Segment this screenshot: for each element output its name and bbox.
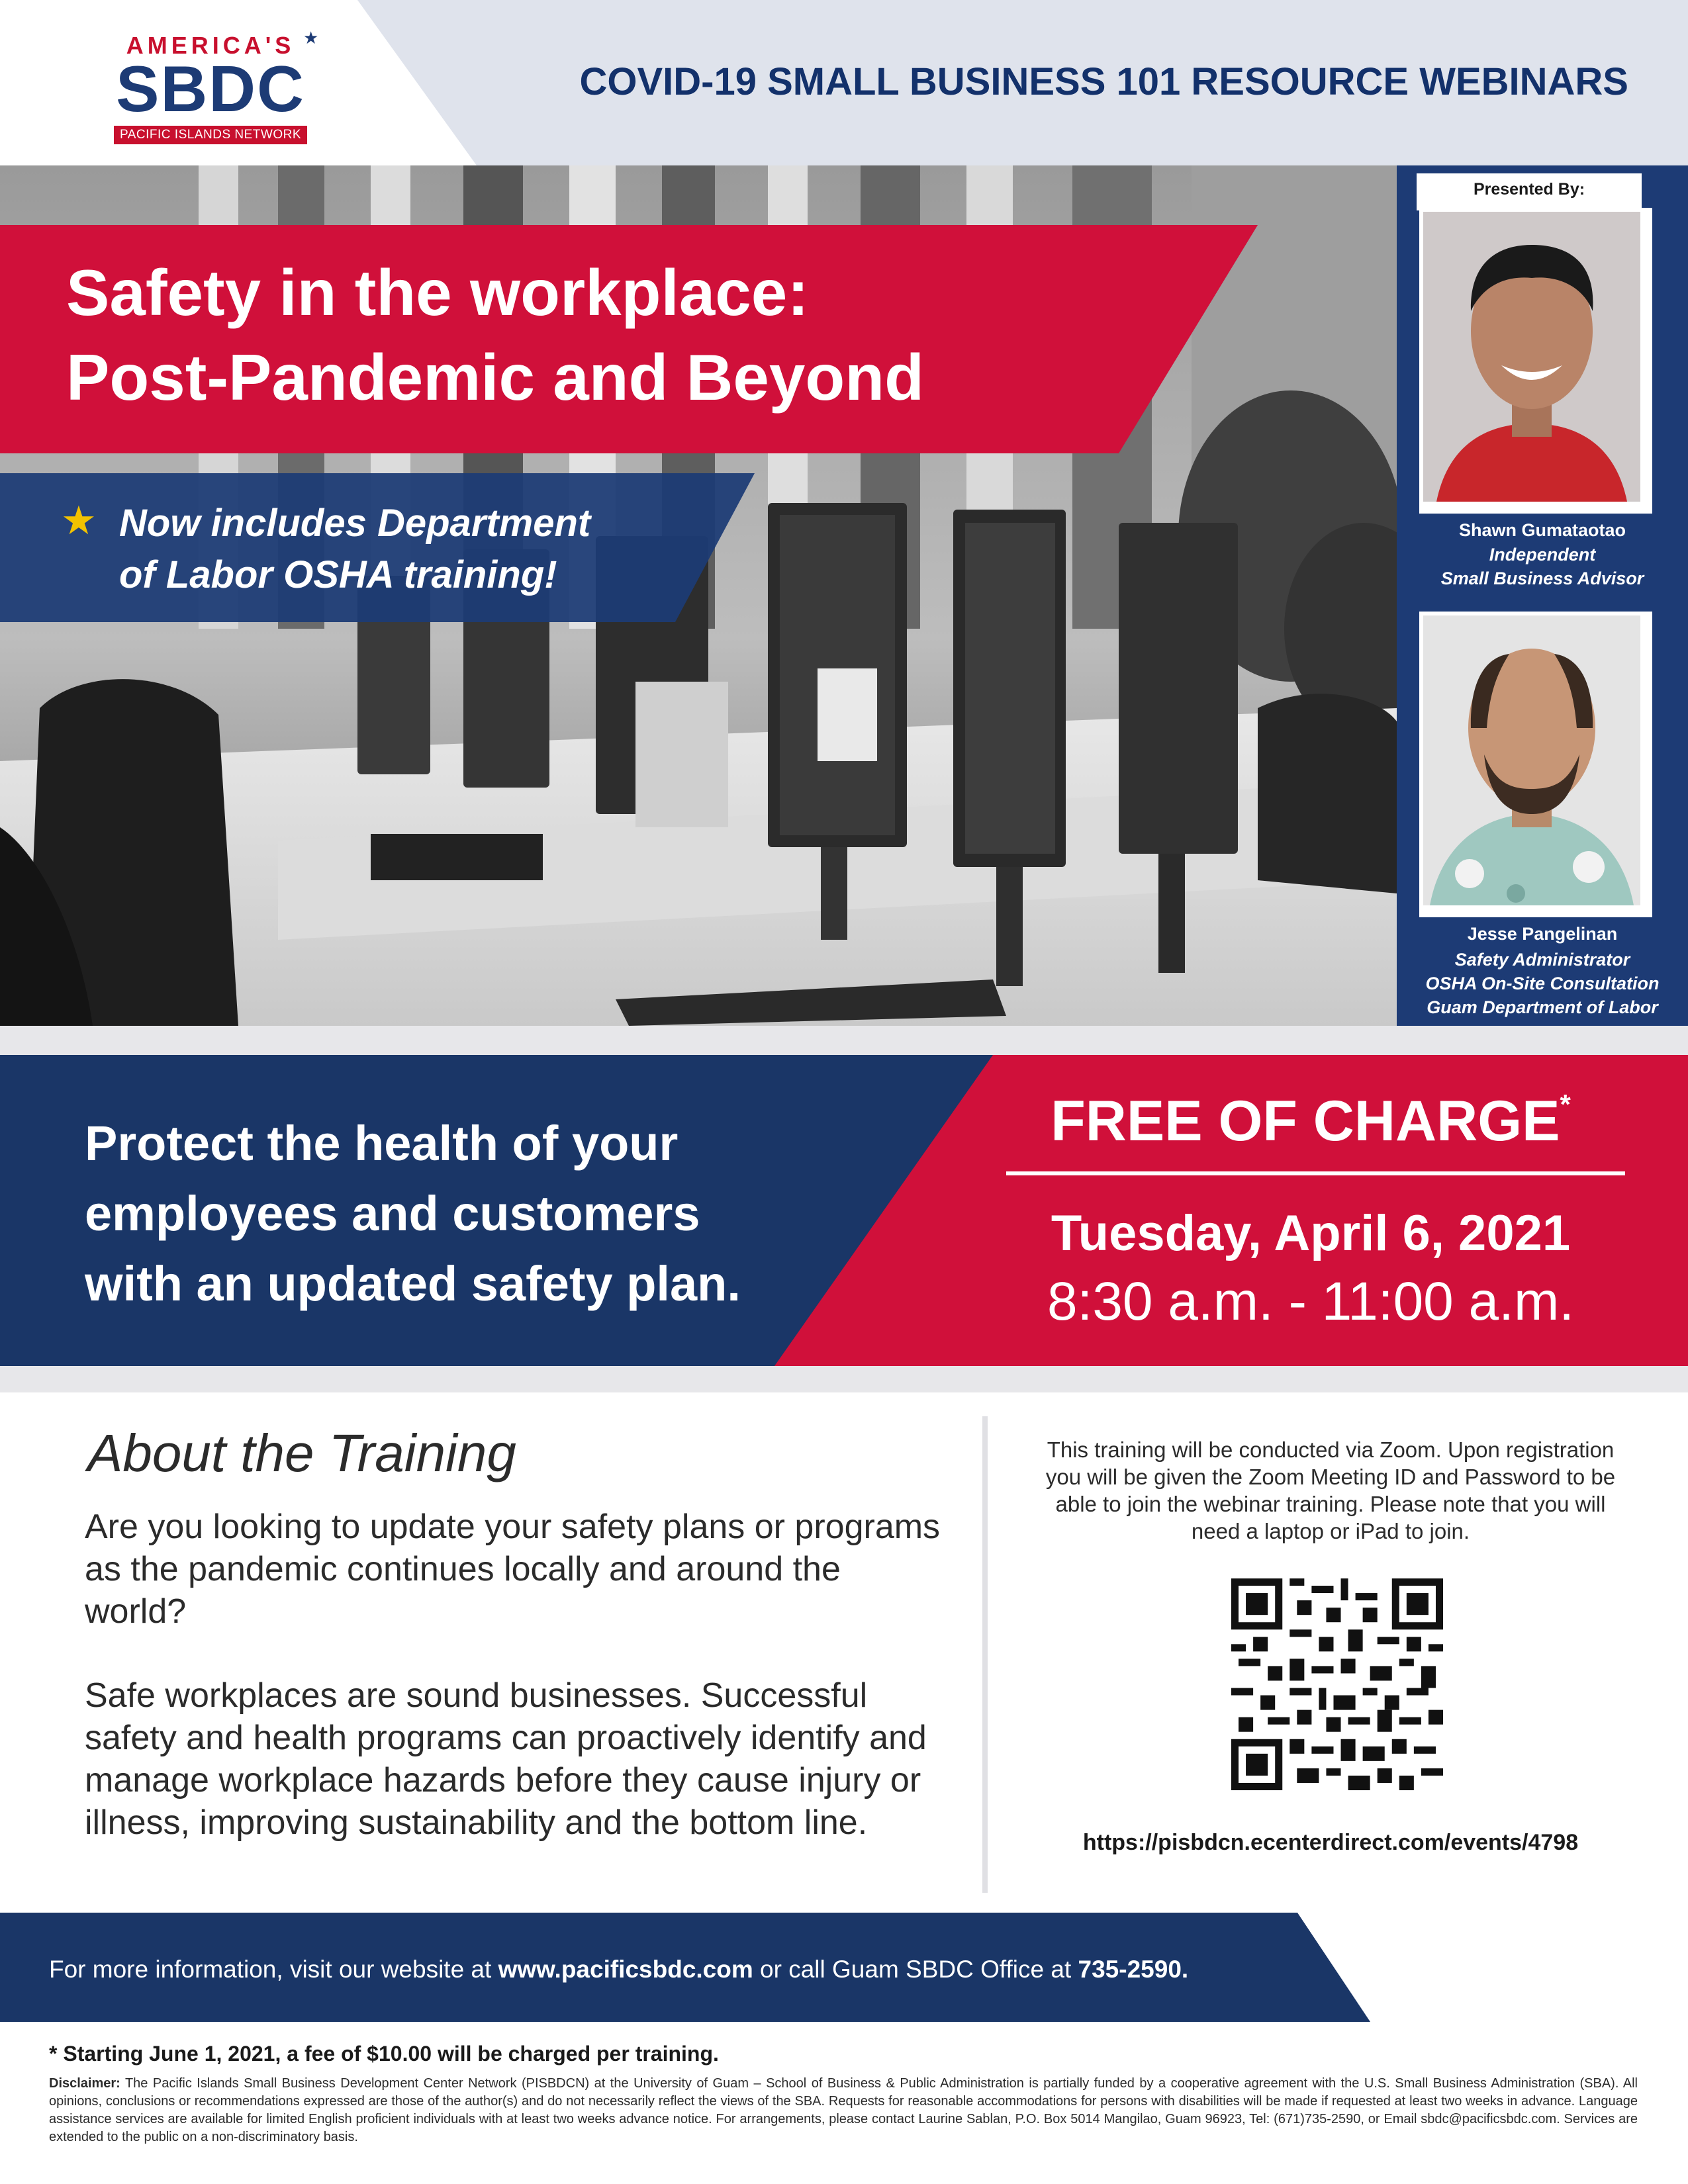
event-title-line2: Post-Pandemic and Beyond <box>66 341 925 414</box>
presenter-photo-jesse <box>1419 612 1652 917</box>
about-heading: About the Training <box>87 1424 516 1482</box>
presenter-role: Safety Administrator <box>1454 950 1630 970</box>
sbdc-logo[interactable] <box>105 28 319 144</box>
disclaimer <box>49 2075 1638 2146</box>
registration-link[interactable]: https://pisbdcn.ecenterdirect.com/events/4798 <box>1082 1830 1579 1855</box>
divider-strip <box>0 1366 1688 1392</box>
header-title: COVID-19 SMALL BUSINESS 101 RESOURCE WEBINARS <box>579 60 1628 103</box>
star-icon: ★ <box>303 28 319 48</box>
qr-code[interactable] <box>1231 1578 1443 1790</box>
phone-number[interactable]: 735-2590. <box>1078 1956 1189 1983</box>
fee-note: * Starting June 1, 2021, a fee of $10.00 will be charged per training. <box>49 2042 719 2066</box>
presenter-role: OSHA On-Site Consultation <box>1425 974 1660 993</box>
vertical-divider <box>982 1416 988 1893</box>
protect-line2: employees and customers <box>85 1186 700 1241</box>
logo-top-text: AMERICA'S <box>126 32 295 59</box>
website-link[interactable]: www.pacificsbdc.com <box>498 1956 753 1983</box>
contact-text: or call Guam SBDC Office at <box>753 1956 1078 1983</box>
zoom-instructions: This training will be conducted via Zoom. Upon registration you will be given the Zoom Meeting ID and Password to be able to join the webinar training. Please note that you will need a laptop or iPad to join. <box>1045 1437 1616 1543</box>
event-time: 8:30 a.m. - 11:00 a.m. <box>1047 1271 1575 1332</box>
presenter-role: Independent <box>1489 545 1596 565</box>
contact-text: For more information, visit our website at <box>49 1956 498 1983</box>
logo-main-text: SBDC <box>116 52 305 125</box>
about-paragraph-1: Are you looking to update your safety plans or programs as the pandemic continues locally and around the world? <box>85 1508 941 1631</box>
osha-note-line1: Now includes Department <box>119 502 591 545</box>
presenter-role: Guam Department of Labor <box>1427 997 1658 1017</box>
about-paragraph-2: Safe workplaces are sound businesses. Successful safety and health programs can proactively identify and manage workplace hazards before they cause injury or illness, improving sustainability and the bottom line. <box>85 1676 927 1842</box>
free-of-charge <box>993 1089 1628 1154</box>
event-date: Tuesday, April 6, 2021 <box>1051 1205 1571 1261</box>
divider-strip <box>0 1026 1688 1055</box>
presenter-name: Shawn Gumataotao <box>1458 520 1626 540</box>
free-asterisk: * <box>1560 1089 1571 1120</box>
disclaimer-label: Disclaimer: <box>49 2076 120 2091</box>
osha-note <box>119 498 682 601</box>
logo-sub-text: PACIFIC ISLANDS NETWORK <box>114 126 307 144</box>
osha-note-line2: of Labor OSHA training! <box>119 553 557 596</box>
presenter-photo-shawn <box>1419 208 1652 514</box>
presented-by-label: Presented By: <box>1473 180 1585 199</box>
star-icon: ★ <box>61 498 97 543</box>
contact-info <box>49 1956 1307 1983</box>
protect-message <box>85 1109 813 1319</box>
event-title-line1: Safety in the workplace: <box>66 256 809 329</box>
free-label: FREE OF CHARGE <box>1051 1089 1560 1153</box>
protect-line1: Protect the health of your <box>85 1116 679 1171</box>
presenter-role: Small Business Advisor <box>1440 569 1644 588</box>
disclaimer-text: The Pacific Islands Small Business Development Center Network (PISBDCN) at the University of Guam – School of Business & Public Administration is partially funded by a cooperative agreement with the U.S. Small Business Administration (SBA). All opinions, conclusions or recommendations expressed are those of the author(s) and do not necessarily reflect the views of the SBA. Requests for reasonable accommodations for persons with disabilities will be made if requested at least two weeks in advance. Language assistance services are available for limited English proficient individuals with at least two weeks advance notice. For arrangements, please contact Laurine Sablan, P.O. Box 5014 Mangilao, Guam 96923, Tel: (671)735-2590, or Email sbdc@pacificsbdc.com. Services are extended to the public on a non-discriminatory basis. <box>49 2076 1638 2144</box>
presenter-name: Jesse Pangelinan <box>1467 924 1618 944</box>
event-title <box>66 250 1125 420</box>
protect-line3: with an updated safety plan. <box>85 1256 741 1311</box>
free-rule <box>1006 1171 1625 1175</box>
